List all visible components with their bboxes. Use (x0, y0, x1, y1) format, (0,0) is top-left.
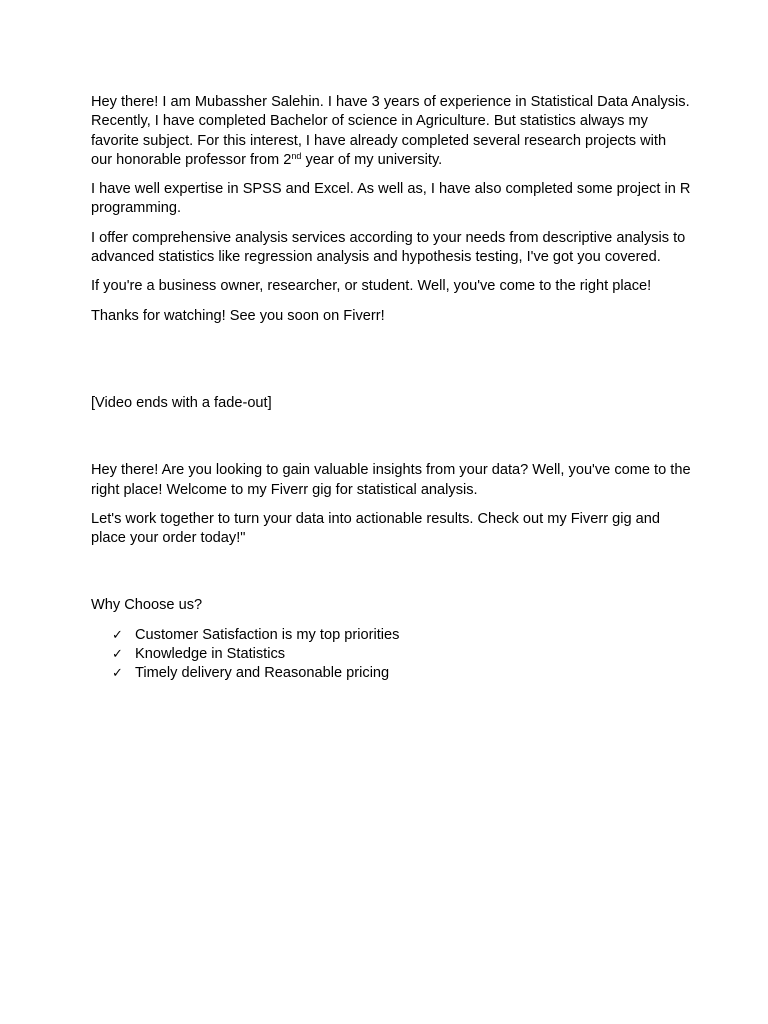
cta-paragraph: Let's work together to turn your data into actionable results. Check out my Fiverr gig and place your order today!" (91, 510, 660, 547)
intro-paragraph (91, 93, 691, 170)
checkmark-icon: ✓ (112, 627, 123, 643)
reasons-list (91, 626, 691, 684)
video-end-note: [Video ends with a fade-out] (91, 394, 272, 411)
document-body (91, 93, 691, 684)
list-item-text: Customer Satisfaction is my top priorities (135, 626, 400, 643)
pitch-paragraph: Hey there! Are you looking to gain valuable insights from your data? Well, you've come to the right place! Welcome to my Fiverr gig for statistical analysis. (91, 462, 691, 498)
blank-space (91, 423, 691, 461)
list-item (91, 645, 691, 664)
blank-space (91, 558, 691, 596)
list-item (91, 626, 691, 645)
list-item (91, 664, 691, 683)
services-paragraph: I offer comprehensive analysis services according to your needs from descriptive analysis to advanced statistics like regression analysis and hypothesis testing, I've got you covered. (91, 229, 686, 266)
ordinal-superscript: nd (291, 150, 302, 161)
checkmark-icon: ✓ (112, 666, 123, 682)
expertise-paragraph: I have well expertise in SPSS and Excel. As well as, I have also completed some project in R programming. (91, 181, 691, 217)
list-item-text: Timely delivery and Reasonable pricing (135, 665, 390, 682)
list-item-text: Knowledge in Statistics (135, 646, 286, 663)
intro-text-end: year of my university. (301, 151, 443, 168)
blank-space (91, 336, 691, 394)
checkmark-icon: ✓ (112, 647, 123, 663)
audience-paragraph: If you're a business owner, researcher, or student. Well, you've come to the right place! (91, 278, 652, 295)
thanks-paragraph: Thanks for watching! See you soon on Fiverr! (91, 307, 385, 324)
why-heading: Why Choose us? (91, 597, 203, 614)
intro-text: Hey there! I am Mubassher Salehin. I have 3 years of experience in Statistical Data Analysis. Recently, I have completed Bachelor of science in Agriculture. But statistics always my favorite subject. For this interest, I have already completed several research projects with our honorable professor from 2 (91, 94, 690, 168)
